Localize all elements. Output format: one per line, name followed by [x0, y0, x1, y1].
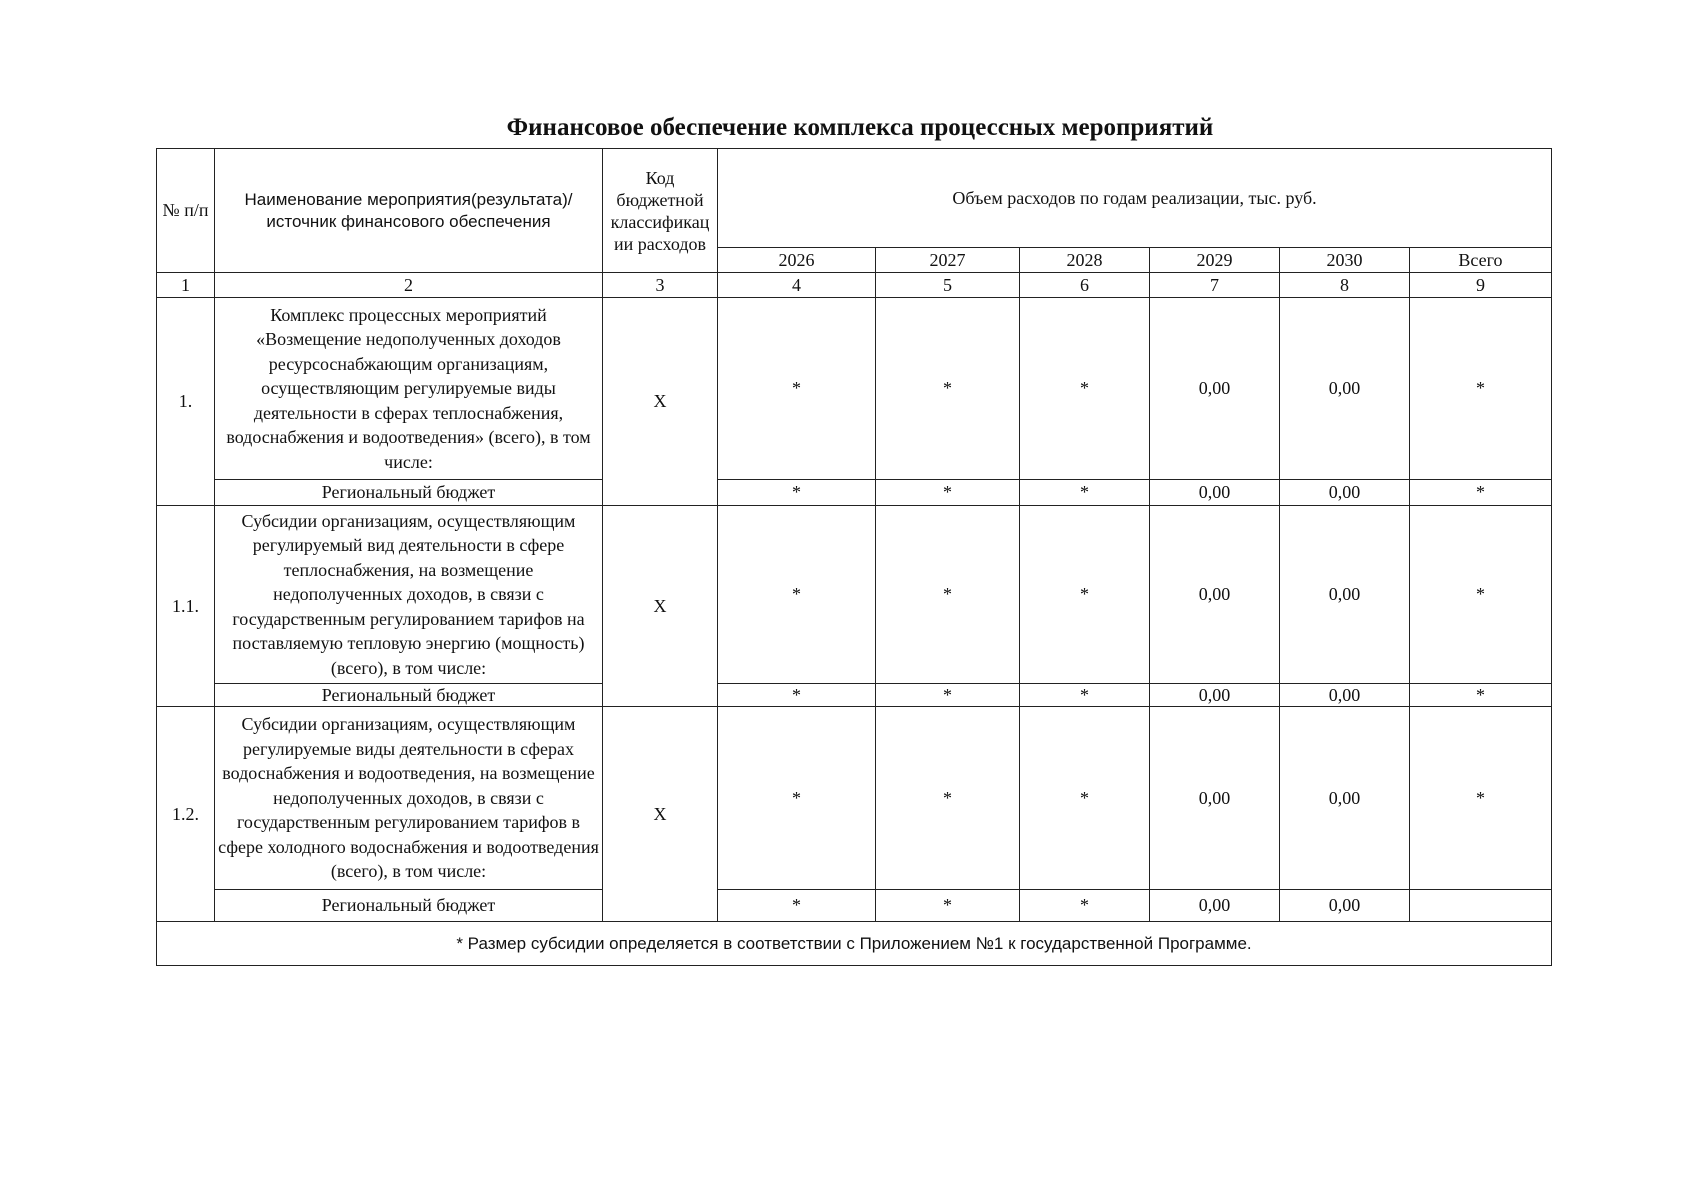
value-cell: *: [718, 707, 876, 890]
table-row-source: [157, 684, 1552, 707]
value-cell: 0,00: [1150, 684, 1280, 707]
table-row-source: [157, 890, 1552, 922]
value-cell: *: [876, 298, 1020, 480]
header-volume: Объем расходов по годам реализации, тыс. руб.: [718, 149, 1552, 248]
value-cell: 0,00: [1150, 506, 1280, 684]
column-index: 2: [215, 273, 603, 298]
value-cell: *: [876, 890, 1020, 922]
header-year: 2026: [718, 248, 876, 273]
header-year: 2027: [876, 248, 1020, 273]
value-cell: *: [1410, 684, 1552, 707]
value-cell: [1410, 890, 1552, 922]
row-name: Субсидии организациям, осуществляющим регулируемые виды деятельности в сферах водоснабжения и водоотведения, на возмещение недополученных доходов, в связи с государственным регулированием тарифов в сфере холодного водоснабжения и водоотведения (всего), в том числе:: [215, 707, 603, 890]
value-cell: *: [1020, 684, 1150, 707]
row-name: Комплекс процессных мероприятий «Возмещение недополученных доходов ресурсоснабжающим организациям, осуществляющим регулируемые виды деятельности в сферах теплоснабжения, водоснабжения и водоотведения» (всего), в том числе:: [215, 298, 603, 480]
row-kbk: X: [603, 298, 718, 506]
footnote-row: [157, 922, 1552, 966]
value-cell: 0,00: [1280, 506, 1410, 684]
header-num: № п/п: [157, 149, 215, 273]
value-cell: *: [876, 684, 1020, 707]
value-cell: *: [718, 684, 876, 707]
row-kbk: X: [603, 707, 718, 922]
row-source: Региональный бюджет: [215, 684, 603, 707]
column-index: 7: [1150, 273, 1280, 298]
value-cell: *: [1410, 298, 1552, 480]
financing-table: [156, 148, 1552, 966]
row-number: 1.: [157, 298, 215, 506]
row-source: Региональный бюджет: [215, 480, 603, 506]
header-row: [157, 149, 1552, 248]
value-cell: *: [876, 707, 1020, 890]
column-index: 5: [876, 273, 1020, 298]
column-index: 4: [718, 273, 876, 298]
value-cell: 0,00: [1280, 707, 1410, 890]
header-total: Всего: [1410, 248, 1552, 273]
value-cell: *: [718, 480, 876, 506]
header-kbk: Код бюджетной классификац ии расходов: [603, 149, 718, 273]
row-kbk: X: [603, 506, 718, 707]
value-cell: 0,00: [1150, 890, 1280, 922]
value-cell: *: [876, 480, 1020, 506]
value-cell: *: [718, 298, 876, 480]
value-cell: *: [1020, 506, 1150, 684]
header-year: 2029: [1150, 248, 1280, 273]
value-cell: *: [1410, 506, 1552, 684]
table-row: [157, 707, 1552, 890]
value-cell: 0,00: [1150, 480, 1280, 506]
value-cell: *: [1020, 298, 1150, 480]
value-cell: 0,00: [1150, 707, 1280, 890]
page-title: Финансовое обеспечение комплекса процессных мероприятий: [506, 114, 1214, 141]
value-cell: *: [1020, 890, 1150, 922]
header-year: 2030: [1280, 248, 1410, 273]
table-row: [157, 506, 1552, 684]
row-number: 1.1.: [157, 506, 215, 707]
value-cell: *: [1410, 480, 1552, 506]
value-cell: *: [718, 506, 876, 684]
footnote: * Размер субсидии определяется в соответствии с Приложением №1 к государственной Программе.: [157, 922, 1552, 966]
column-index-row: [157, 273, 1552, 298]
table-row: [157, 298, 1552, 480]
value-cell: *: [718, 890, 876, 922]
column-index: 9: [1410, 273, 1552, 298]
value-cell: 0,00: [1280, 480, 1410, 506]
header-name: Наименование мероприятия(результата)/ источник финансового обеспечения: [215, 149, 603, 273]
column-index: 3: [603, 273, 718, 298]
value-cell: 0,00: [1280, 684, 1410, 707]
table-row-source: [157, 480, 1552, 506]
value-cell: *: [1020, 480, 1150, 506]
value-cell: 0,00: [1280, 298, 1410, 480]
column-index: 6: [1020, 273, 1150, 298]
row-name: Субсидии организациям, осуществляющим регулируемый вид деятельности в сфере теплоснабжения, на возмещение недополученных доходов, в связи с государственным регулированием тарифов на поставляемую тепловую энергию (мощность) (всего), в том числе:: [215, 506, 603, 684]
value-cell: *: [1020, 707, 1150, 890]
column-index: 8: [1280, 273, 1410, 298]
value-cell: *: [1410, 707, 1552, 890]
header-year: 2028: [1020, 248, 1150, 273]
value-cell: 0,00: [1150, 298, 1280, 480]
row-source: Региональный бюджет: [215, 890, 603, 922]
column-index: 1: [157, 273, 215, 298]
row-number: 1.2.: [157, 707, 215, 922]
value-cell: 0,00: [1280, 890, 1410, 922]
value-cell: *: [876, 506, 1020, 684]
